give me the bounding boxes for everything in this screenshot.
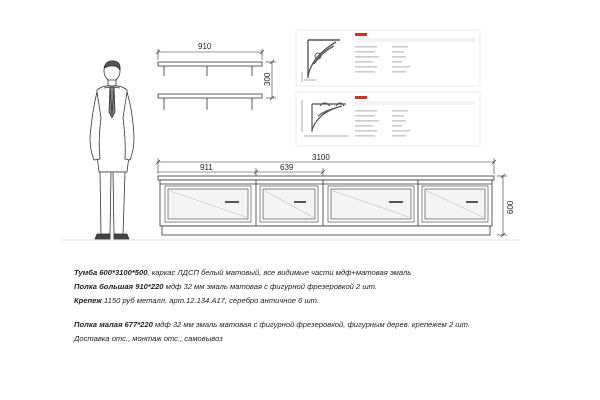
spec-line-fasteners xyxy=(74,296,544,306)
door-width-label: 639 xyxy=(280,163,294,172)
drawer-4 xyxy=(422,186,488,222)
product-card-large-bracket xyxy=(296,30,480,86)
spec-line-delivery xyxy=(74,334,544,344)
drawer-1 xyxy=(165,186,251,222)
spec-text: мдф 32 мм эмаль матовая с фигурной фрезеровкой 2 шт. xyxy=(163,282,378,291)
shelf-top xyxy=(158,62,262,66)
person-figure xyxy=(90,61,134,239)
cabinet-top xyxy=(158,176,494,180)
spec-text: 1150 руб металл. арт.12.134.A17, серебро античное 6 шт. xyxy=(101,296,320,305)
shelf-height-label: 300 xyxy=(263,72,272,86)
cabinet-height-label: 600 xyxy=(506,200,515,214)
spec-line-large-shelf xyxy=(74,282,544,292)
spec-name: Тумба 600*3100*500 xyxy=(74,268,148,277)
shelf-width-label: 910 xyxy=(198,42,212,51)
spec-line-cabinet xyxy=(74,268,544,278)
wall-shelves xyxy=(158,62,262,110)
shelf-bottom xyxy=(158,94,262,98)
section-width-label: 911 xyxy=(200,163,213,172)
spec-text: Доставка отс., монтаж отс., самовывоз xyxy=(74,334,223,343)
product-card-small-bracket xyxy=(296,92,480,146)
spec-text: мдф 32 мм эмаль матовая с фигурной фрезеровкой, фигурным дерев. крепежем 2 шт. xyxy=(152,320,470,329)
total-width-label: 3100 xyxy=(312,153,330,162)
spec-name: Крепеж xyxy=(74,296,102,305)
spec-line-small-shelf xyxy=(74,320,544,330)
cabinet-plinth xyxy=(162,226,490,235)
drawer-2 xyxy=(260,186,318,222)
spec-text: , каркас ЛДСП белый матовый, все видимые части мдф+матовая эмаль xyxy=(147,268,412,277)
spec-name: Полка большая 910*220 xyxy=(74,282,164,291)
drawer-3 xyxy=(328,186,414,222)
spec-name: Полка малая 677*220 xyxy=(74,320,153,329)
